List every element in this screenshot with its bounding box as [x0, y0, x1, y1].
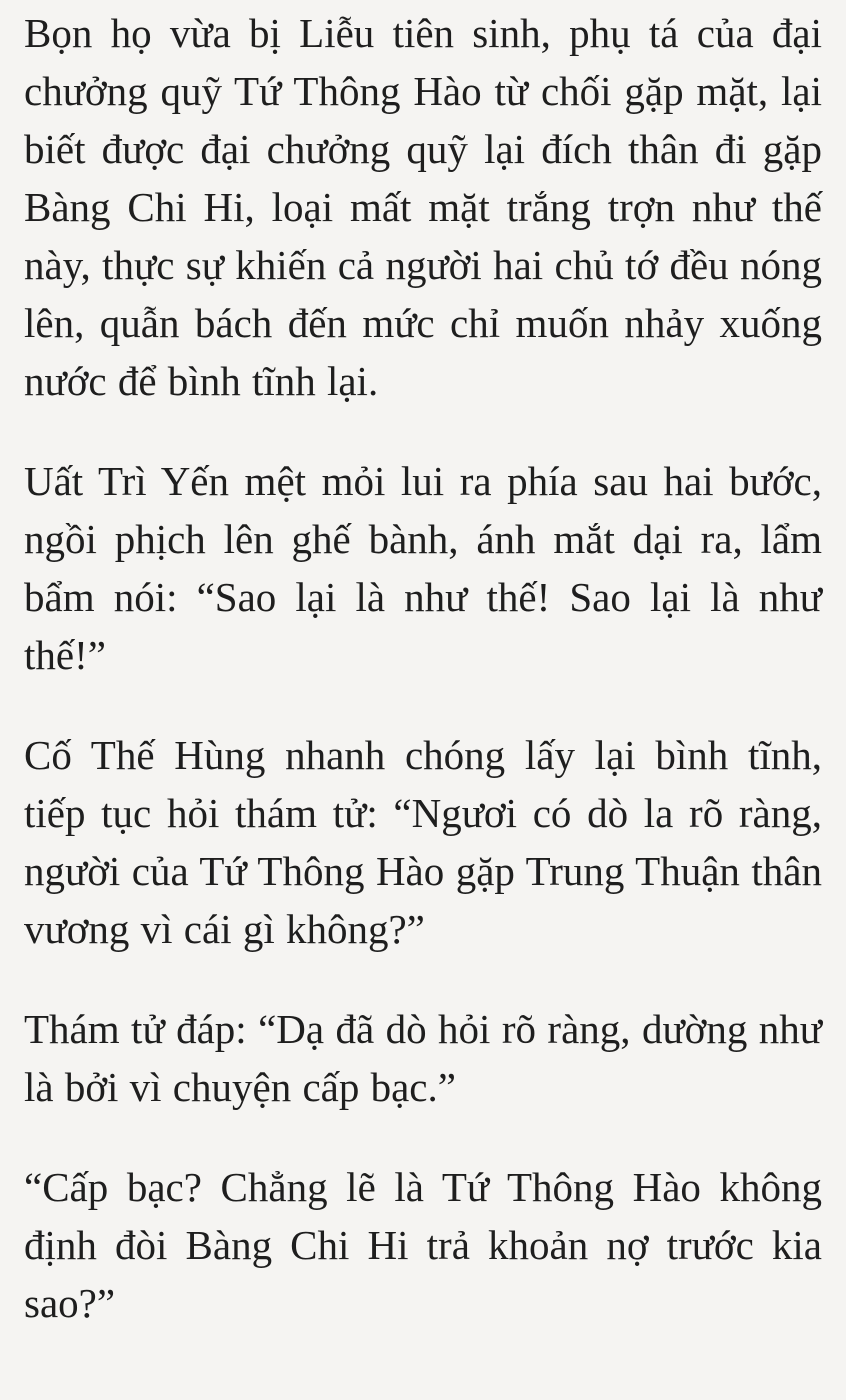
paragraph-4: Thám tử đáp: “Dạ đã dò hỏi rõ ràng, dường như là bởi vì chuyện cấp bạc.” — [24, 1006, 822, 1110]
paragraph-2: Uất Trì Yến mệt mỏi lui ra phía sau hai bước, ngồi phịch lên ghế bành, ánh mắt dại ra, lẩm bẩm nói: “Sao lại là như thế! Sao lại là như thế!” — [24, 458, 822, 678]
paragraph-3: Cố Thế Hùng nhanh chóng lấy lại bình tĩnh, tiếp tục hỏi thám tử: “Ngươi có dò la rõ ràng, người của Tứ Thông Hào gặp Trung Thuận thân vương vì cái gì không?” — [24, 732, 822, 952]
paragraph-5: “Cấp bạc? Chẳng lẽ là Tứ Thông Hào không định đòi Bàng Chi Hi trả khoản nợ trước kia sao?” — [24, 1164, 822, 1326]
paragraph-1: Bọn họ vừa bị Liễu tiên sinh, phụ tá của đại chưởng quỹ Tứ Thông Hào từ chối gặp mặt, lại biết được đại chưởng quỹ lại đích thân đi gặp Bàng Chi Hi, loại mất mặt trắng trợn như thế này, thực sự khiến cả người hai chủ tớ đều nóng lên, quẫn bách đến mức chỉ muốn nhảy xuống nước để bình tĩnh lại. — [24, 10, 822, 404]
